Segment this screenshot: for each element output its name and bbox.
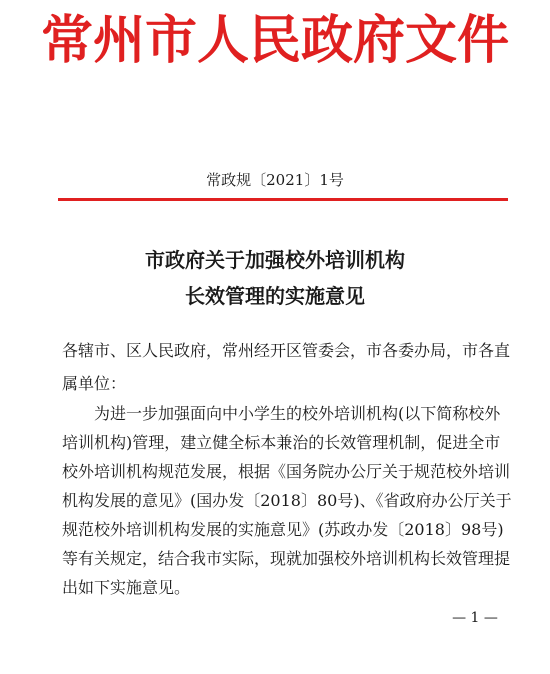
masthead-title: 常州市人民政府文件 (40, 11, 509, 71)
red-separator-line (58, 198, 508, 201)
body-text-line: 为进一步加强面向中小学生的校外培训机构(以下简称校外 (94, 404, 501, 423)
body-text-line: 培训机构)管理，建立健全标本兼治的长效管理机制，促进全市 (62, 433, 501, 452)
body-text-line: 机构发展的意见》(国办发〔2018〕80号)、《省政府办公厅关于 (62, 491, 512, 510)
body-text-line: 校外培训机构规范发展，根据《国务院办公厅关于规范校外培训 (62, 462, 511, 481)
document-number: 常政规〔2021〕1号 (206, 171, 344, 189)
addressee-line-2: 属单位： (62, 374, 127, 393)
body-text-line: 等有关规定，结合我市实际，现就加强校外培训机构长效管理提 (62, 549, 511, 568)
body-text-line: 规范校外培训机构发展的实施意见》(苏政办发〔2018〕98号) (62, 520, 504, 539)
document-title-line-2: 长效管理的实施意见 (185, 284, 365, 308)
page-number: — 1 — (452, 610, 498, 626)
addressee-line-1: 各辖市、区人民政府，常州经开区管委会，市各委办局，市各直 (62, 341, 511, 360)
body-text-line: 出如下实施意见。 (62, 578, 191, 597)
document-title-line-1: 市政府关于加强校外培训机构 (145, 248, 405, 272)
